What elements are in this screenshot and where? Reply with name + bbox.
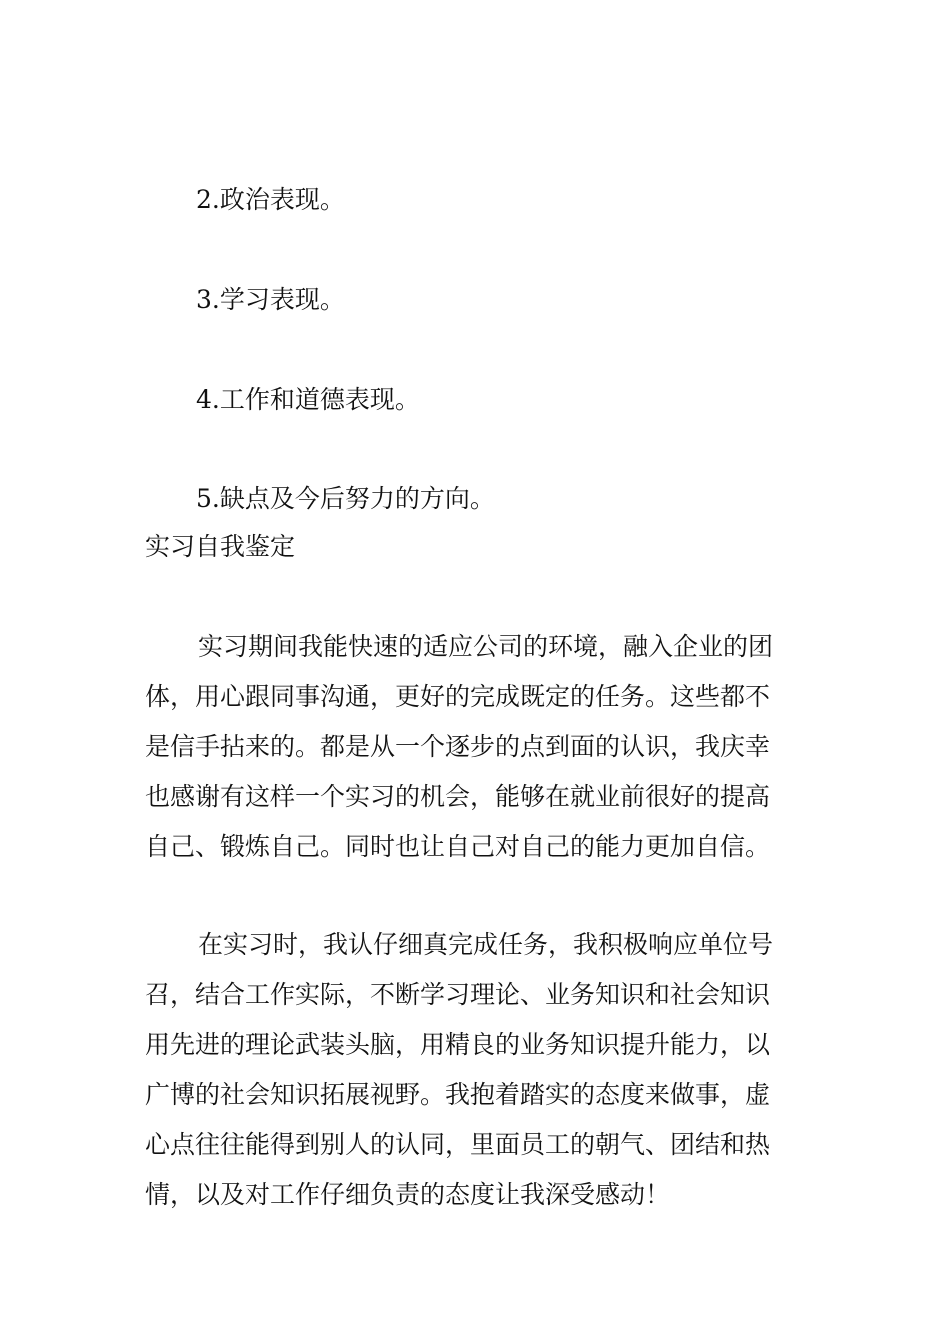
paragraph-line: 实习期间我能快速的适应公司的环境，融入企业的团 — [198, 632, 774, 661]
paragraph-2 — [145, 920, 810, 1220]
paragraph-line: 用先进的理论武装头脑，用精良的业务知识提升能力，以 — [145, 1030, 771, 1059]
list-item-work-ethics: 4.工作和道德表现。 — [196, 385, 420, 414]
paragraph-1 — [145, 622, 810, 872]
paragraph-line: 广博的社会知识拓展视野。我抱着踏实的态度来做事，虚 — [145, 1080, 771, 1109]
list-item-shortcomings: 5.缺点及今后努力的方向。 — [196, 484, 495, 513]
paragraph-line: 召，结合工作实际，不断学习理论、业务知识和社会知识 — [145, 980, 771, 1009]
paragraph-line: 心点往往能得到别人的认同，里面员工的朝气、团结和热 — [145, 1130, 771, 1159]
list-item-study: 3.学习表现。 — [196, 285, 345, 314]
paragraph-line: 也感谢有这样一个实习的机会，能够在就业前很好的提高 — [145, 782, 771, 811]
paragraph-line: 情，以及对工作仔细负责的态度让我深受感动！ — [145, 1180, 671, 1209]
paragraph-line: 是信手拈来的。都是从一个逐步的点到面的认识，我庆幸 — [145, 732, 771, 761]
section-heading: 实习自我鉴定 — [145, 532, 296, 561]
paragraph-line: 体，用心跟同事沟通，更好的完成既定的任务。这些都不 — [145, 682, 771, 711]
list-item-political: 2.政治表现。 — [196, 185, 345, 214]
paragraph-line: 自己、锻炼自己。同时也让自己对自己的能力更加自信。 — [145, 832, 771, 861]
paragraph-line: 在实习时，我认仔细真完成任务，我积极响应单位号 — [198, 930, 774, 959]
